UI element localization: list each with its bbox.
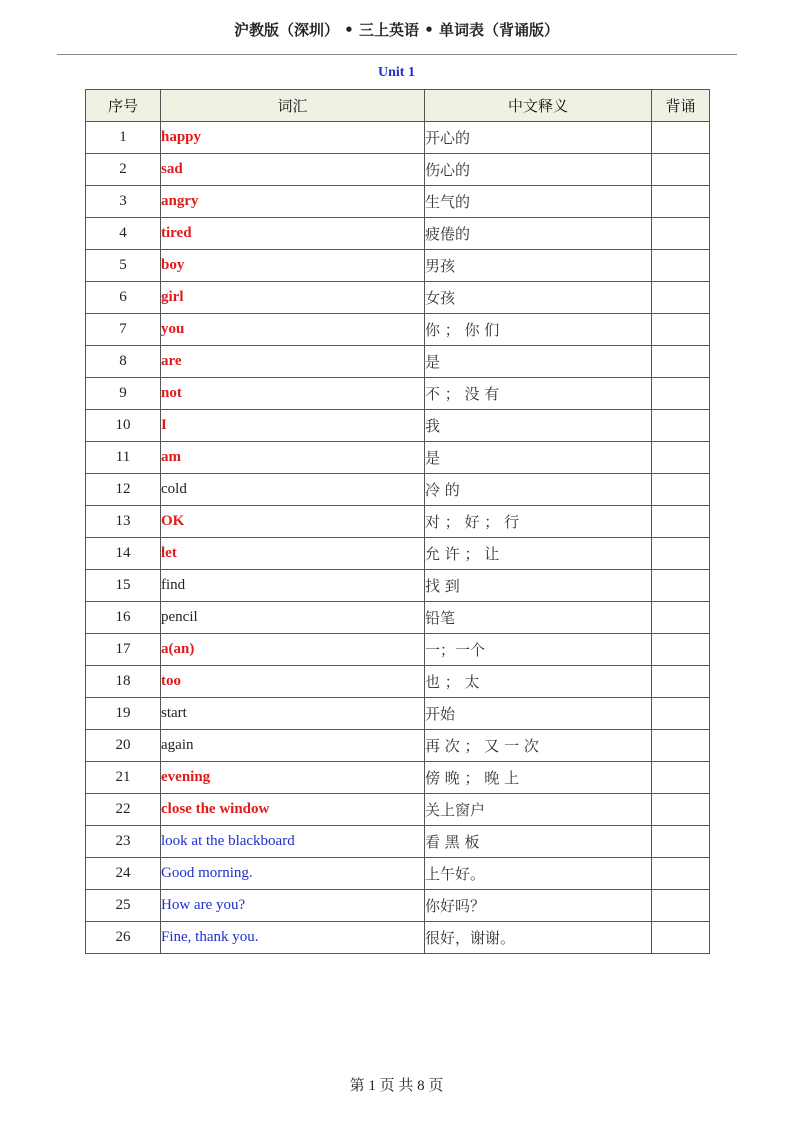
chinese-meaning: 冷 的 [425, 474, 652, 506]
row-number: 8 [86, 346, 161, 378]
vocabulary-word: evening [161, 762, 425, 794]
table-row [86, 730, 710, 762]
chinese-meaning: 允 许 ； 让 [425, 538, 652, 570]
chinese-meaning: 开始 [425, 698, 652, 730]
table-row [86, 506, 710, 538]
table-row [86, 474, 710, 506]
row-number: 15 [86, 570, 161, 602]
vocabulary-word: happy [161, 122, 425, 154]
column-header-recite: 背诵 [652, 90, 710, 122]
table-row [86, 410, 710, 442]
row-number: 7 [86, 314, 161, 346]
recite-checkbox-cell [652, 730, 710, 762]
row-number: 3 [86, 186, 161, 218]
column-header-meaning: 中文释义 [425, 90, 652, 122]
row-number: 4 [86, 218, 161, 250]
recite-checkbox-cell [652, 346, 710, 378]
recite-checkbox-cell [652, 634, 710, 666]
table-row [86, 858, 710, 890]
chinese-meaning: 开心的 [425, 122, 652, 154]
chinese-meaning: 男孩 [425, 250, 652, 282]
table-row [86, 186, 710, 218]
row-number: 21 [86, 762, 161, 794]
vocabulary-word: too [161, 666, 425, 698]
chinese-meaning: 关上窗户 [425, 794, 652, 826]
recite-checkbox-cell [652, 378, 710, 410]
vocabulary-word: again [161, 730, 425, 762]
column-header-vocabulary: 词汇 [161, 90, 425, 122]
table-row [86, 122, 710, 154]
recite-checkbox-cell [652, 314, 710, 346]
table-row [86, 570, 710, 602]
chinese-meaning: 你好吗？ [425, 890, 652, 922]
table-row [86, 794, 710, 826]
recite-checkbox-cell [652, 890, 710, 922]
chinese-meaning: 傍 晚 ； 晚 上 [425, 762, 652, 794]
vocabulary-word: look at the blackboard [161, 826, 425, 858]
table-row [86, 378, 710, 410]
vocabulary-word: find [161, 570, 425, 602]
chinese-meaning: 女孩 [425, 282, 652, 314]
table-row [86, 442, 710, 474]
chinese-meaning: 铅笔 [425, 602, 652, 634]
row-number: 13 [86, 506, 161, 538]
table-header-row [86, 90, 710, 122]
vocabulary-word: close the window [161, 794, 425, 826]
table-row [86, 698, 710, 730]
recite-checkbox-cell [652, 666, 710, 698]
row-number: 5 [86, 250, 161, 282]
chinese-meaning: 伤心的 [425, 154, 652, 186]
row-number: 17 [86, 634, 161, 666]
chinese-meaning: 是 [425, 346, 652, 378]
row-number: 23 [86, 826, 161, 858]
chinese-meaning: 生气的 [425, 186, 652, 218]
chinese-meaning: 找 到 [425, 570, 652, 602]
recite-checkbox-cell [652, 538, 710, 570]
row-number: 2 [86, 154, 161, 186]
vocabulary-word: sad [161, 154, 425, 186]
table-row [86, 538, 710, 570]
vocabulary-word: How are you? [161, 890, 425, 922]
table-row [86, 826, 710, 858]
document-header-title: 沪教版（深圳） • 三上英语 • 单词表（背诵版） [233, 21, 560, 39]
row-number: 10 [86, 410, 161, 442]
vocabulary-word: tired [161, 218, 425, 250]
vocabulary-word: girl [161, 282, 425, 314]
table-row [86, 218, 710, 250]
recite-checkbox-cell [652, 794, 710, 826]
table-row [86, 762, 710, 794]
row-number: 26 [86, 922, 161, 954]
vocabulary-word: Good morning. [161, 858, 425, 890]
vocabulary-word: pencil [161, 602, 425, 634]
table-row [86, 314, 710, 346]
chinese-meaning: 对 ； 好 ； 行 [425, 506, 652, 538]
header-divider [57, 54, 737, 55]
recite-checkbox-cell [652, 442, 710, 474]
recite-checkbox-cell [652, 122, 710, 154]
table-row [86, 346, 710, 378]
recite-checkbox-cell [652, 762, 710, 794]
unit-title: Unit 1 [378, 65, 415, 80]
row-number: 14 [86, 538, 161, 570]
chinese-meaning: 再 次 ； 又 一 次 [425, 730, 652, 762]
vocabulary-table-body [86, 122, 710, 954]
chinese-meaning: 疲倦的 [425, 218, 652, 250]
chinese-meaning: 也 ； 太 [425, 666, 652, 698]
vocabulary-word: cold [161, 474, 425, 506]
row-number: 24 [86, 858, 161, 890]
vocabulary-table [85, 89, 710, 954]
row-number: 18 [86, 666, 161, 698]
vocabulary-word: angry [161, 186, 425, 218]
table-row [86, 922, 710, 954]
row-number: 20 [86, 730, 161, 762]
vocabulary-word: are [161, 346, 425, 378]
table-row [86, 634, 710, 666]
chinese-meaning: 是 [425, 442, 652, 474]
table-row [86, 154, 710, 186]
row-number: 1 [86, 122, 161, 154]
vocabulary-word: not [161, 378, 425, 410]
table-row [86, 890, 710, 922]
row-number: 19 [86, 698, 161, 730]
page-number-footer: 第 1 页 共 8 页 [349, 1078, 444, 1094]
row-number: 16 [86, 602, 161, 634]
table-row [86, 250, 710, 282]
row-number: 6 [86, 282, 161, 314]
vocabulary-word: am [161, 442, 425, 474]
recite-checkbox-cell [652, 922, 710, 954]
vocabulary-word: boy [161, 250, 425, 282]
recite-checkbox-cell [652, 186, 710, 218]
chinese-meaning: 不 ； 没 有 [425, 378, 652, 410]
vocabulary-word: OK [161, 506, 425, 538]
recite-checkbox-cell [652, 410, 710, 442]
chinese-meaning: 我 [425, 410, 652, 442]
recite-checkbox-cell [652, 858, 710, 890]
recite-checkbox-cell [652, 474, 710, 506]
chinese-meaning: 很好，谢谢。 [425, 922, 652, 954]
table-row [86, 602, 710, 634]
recite-checkbox-cell [652, 218, 710, 250]
chinese-meaning: 你 ； 你 们 [425, 314, 652, 346]
table-row [86, 666, 710, 698]
recite-checkbox-cell [652, 250, 710, 282]
recite-checkbox-cell [652, 826, 710, 858]
column-header-number: 序号 [86, 90, 161, 122]
recite-checkbox-cell [652, 602, 710, 634]
chinese-meaning: 看 黑 板 [425, 826, 652, 858]
vocabulary-word: Fine, thank you. [161, 922, 425, 954]
row-number: 9 [86, 378, 161, 410]
row-number: 11 [86, 442, 161, 474]
row-number: 25 [86, 890, 161, 922]
recite-checkbox-cell [652, 698, 710, 730]
table-row [86, 282, 710, 314]
vocabulary-word: you [161, 314, 425, 346]
recite-checkbox-cell [652, 506, 710, 538]
recite-checkbox-cell [652, 282, 710, 314]
row-number: 22 [86, 794, 161, 826]
chinese-meaning: 上午好。 [425, 858, 652, 890]
vocabulary-word: start [161, 698, 425, 730]
vocabulary-word: I [161, 410, 425, 442]
recite-checkbox-cell [652, 570, 710, 602]
row-number: 12 [86, 474, 161, 506]
chinese-meaning: 一；一个 [425, 634, 652, 666]
vocabulary-word: a(an) [161, 634, 425, 666]
vocabulary-word: let [161, 538, 425, 570]
recite-checkbox-cell [652, 154, 710, 186]
